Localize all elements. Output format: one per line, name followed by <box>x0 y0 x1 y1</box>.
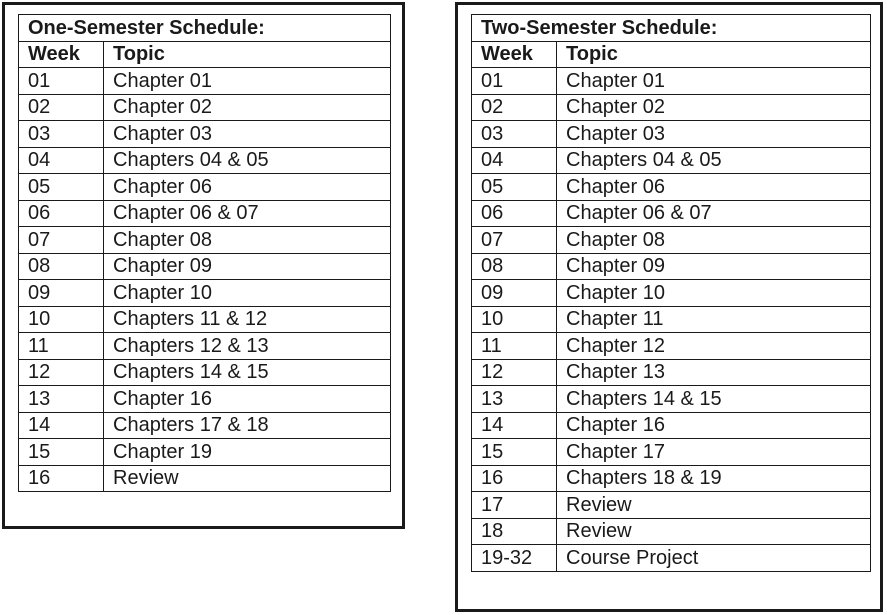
one-semester-schedule-panel <box>2 2 405 529</box>
table-row <box>19 439 391 466</box>
week-cell: 16 <box>19 465 104 492</box>
topic-cell: Chapter 10 <box>104 280 391 307</box>
table-row <box>19 412 391 439</box>
week-cell: 04 <box>472 147 557 174</box>
week-cell: 02 <box>472 94 557 121</box>
table-row <box>472 280 871 307</box>
week-cell: 14 <box>472 412 557 439</box>
topic-cell: Chapter 03 <box>557 121 871 148</box>
week-column-header: Week <box>472 41 557 68</box>
week-column-header: Week <box>19 41 104 68</box>
topic-cell: Review <box>557 518 871 545</box>
topic-cell: Chapters 14 & 15 <box>104 359 391 386</box>
table-row <box>19 147 391 174</box>
table-row <box>472 306 871 333</box>
table-row <box>19 227 391 254</box>
topic-cell: Chapter 03 <box>104 121 391 148</box>
two-semester-schedule-table <box>471 14 871 572</box>
table-row <box>472 359 871 386</box>
table-row <box>19 359 391 386</box>
table-row <box>19 280 391 307</box>
table-row <box>19 200 391 227</box>
table-row <box>472 545 871 572</box>
topic-cell: Chapter 19 <box>104 439 391 466</box>
table-row <box>19 68 391 95</box>
table-row <box>19 121 391 148</box>
week-cell: 02 <box>19 94 104 121</box>
topic-cell: Course Project <box>557 545 871 572</box>
topic-cell: Chapter 10 <box>557 280 871 307</box>
topic-cell: Chapter 01 <box>557 68 871 95</box>
topic-cell: Chapter 16 <box>557 412 871 439</box>
topic-column-header: Topic <box>557 41 871 68</box>
table-row <box>472 147 871 174</box>
topic-cell: Chapters 18 & 19 <box>557 465 871 492</box>
table-row <box>472 121 871 148</box>
topic-cell: Chapter 08 <box>557 227 871 254</box>
topic-cell: Chapter 06 <box>104 174 391 201</box>
week-cell: 06 <box>472 200 557 227</box>
week-cell: 01 <box>19 68 104 95</box>
topic-cell: Chapters 14 & 15 <box>557 386 871 413</box>
table-row <box>19 465 391 492</box>
topic-column-header: Topic <box>104 41 391 68</box>
table-row <box>19 333 391 360</box>
topic-cell: Chapter 06 & 07 <box>557 200 871 227</box>
table-row <box>472 439 871 466</box>
table-row <box>19 253 391 280</box>
topic-cell: Chapter 06 <box>557 174 871 201</box>
topic-cell: Chapter 01 <box>104 68 391 95</box>
week-cell: 09 <box>472 280 557 307</box>
two-semester-rows <box>472 68 871 572</box>
table-title-row <box>472 15 871 42</box>
topic-cell: Chapters 12 & 13 <box>104 333 391 360</box>
topic-cell: Review <box>104 465 391 492</box>
table-row <box>19 386 391 413</box>
table-row <box>472 94 871 121</box>
week-cell: 11 <box>19 333 104 360</box>
topic-cell: Chapter 09 <box>104 253 391 280</box>
week-cell: 05 <box>19 174 104 201</box>
week-cell: 07 <box>19 227 104 254</box>
topic-cell: Chapter 06 & 07 <box>104 200 391 227</box>
week-cell: 08 <box>19 253 104 280</box>
week-cell: 14 <box>19 412 104 439</box>
topic-cell: Chapter 16 <box>104 386 391 413</box>
table-header-row <box>19 41 391 68</box>
table-row <box>472 386 871 413</box>
week-cell: 11 <box>472 333 557 360</box>
topic-cell: Chapter 12 <box>557 333 871 360</box>
topic-cell: Chapters 04 & 05 <box>104 147 391 174</box>
week-cell: 13 <box>472 386 557 413</box>
week-cell: 15 <box>19 439 104 466</box>
topic-cell: Chapter 13 <box>557 359 871 386</box>
topic-cell: Chapter 02 <box>557 94 871 121</box>
week-cell: 16 <box>472 465 557 492</box>
week-cell: 03 <box>19 121 104 148</box>
week-cell: 12 <box>19 359 104 386</box>
table-row <box>472 227 871 254</box>
two-semester-schedule-panel <box>455 2 883 612</box>
week-cell: 07 <box>472 227 557 254</box>
week-cell: 04 <box>19 147 104 174</box>
topic-cell: Chapters 17 & 18 <box>104 412 391 439</box>
table-row <box>472 333 871 360</box>
table-row <box>19 94 391 121</box>
topic-cell: Chapter 17 <box>557 439 871 466</box>
week-cell: 12 <box>472 359 557 386</box>
week-cell: 05 <box>472 174 557 201</box>
topic-cell: Chapter 02 <box>104 94 391 121</box>
topic-cell: Chapters 11 & 12 <box>104 306 391 333</box>
table-row <box>472 412 871 439</box>
week-cell: 06 <box>19 200 104 227</box>
week-cell: 10 <box>472 306 557 333</box>
table-row <box>19 306 391 333</box>
table-row <box>472 253 871 280</box>
week-cell: 10 <box>19 306 104 333</box>
topic-cell: Chapter 11 <box>557 306 871 333</box>
table-row <box>472 200 871 227</box>
week-cell: 15 <box>472 439 557 466</box>
week-cell: 09 <box>19 280 104 307</box>
one-semester-rows <box>19 68 391 492</box>
table-header-row <box>472 41 871 68</box>
schedule-title: Two-Semester Schedule: <box>472 15 871 42</box>
topic-cell: Review <box>557 492 871 519</box>
topic-cell: Chapter 09 <box>557 253 871 280</box>
topic-cell: Chapter 08 <box>104 227 391 254</box>
table-row <box>472 465 871 492</box>
week-cell: 13 <box>19 386 104 413</box>
one-semester-schedule-table <box>18 14 391 492</box>
table-row <box>472 174 871 201</box>
table-row <box>19 174 391 201</box>
table-row <box>472 68 871 95</box>
week-cell: 19-32 <box>472 545 557 572</box>
week-cell: 08 <box>472 253 557 280</box>
week-cell: 03 <box>472 121 557 148</box>
schedule-title: One-Semester Schedule: <box>19 15 391 42</box>
week-cell: 01 <box>472 68 557 95</box>
table-title-row <box>19 15 391 42</box>
topic-cell: Chapters 04 & 05 <box>557 147 871 174</box>
table-row <box>472 492 871 519</box>
week-cell: 17 <box>472 492 557 519</box>
table-row <box>472 518 871 545</box>
week-cell: 18 <box>472 518 557 545</box>
